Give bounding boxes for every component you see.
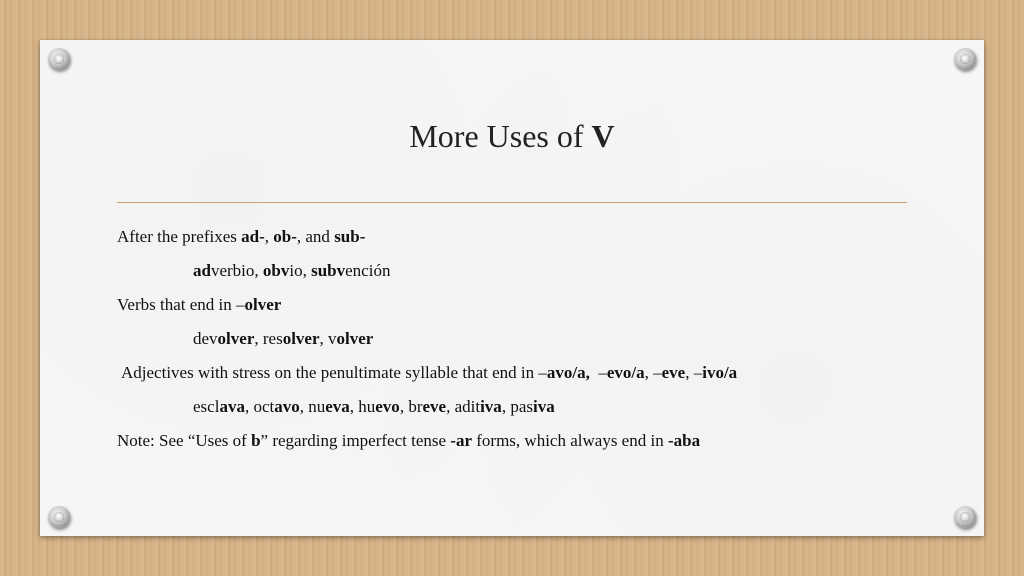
text-segment: verbio, [210, 261, 263, 280]
text-segment: , [264, 227, 274, 246]
text-segment: , hu [349, 397, 376, 416]
text-segment: Verbs that end in – [117, 295, 245, 314]
bold-segment: evo/a [606, 363, 645, 382]
bold-segment: olver [217, 329, 255, 348]
rule-line [117, 356, 917, 390]
pushpin-icon [954, 506, 976, 528]
text-segment: forms, which always end in [472, 431, 668, 450]
bold-segment: ad- [241, 227, 265, 246]
bold-segment: -aba [667, 431, 701, 450]
bold-segment: ivo/a [702, 363, 738, 382]
text-segment: ención [345, 261, 391, 280]
slide-title-text: More Uses of [409, 118, 592, 154]
bold-segment: sub- [334, 227, 366, 246]
text-segment: io, [289, 261, 312, 280]
text-segment: , adit [446, 397, 481, 416]
bold-segment: ob- [273, 227, 297, 246]
pushpin-icon [48, 48, 70, 70]
text-segment: dev [193, 329, 218, 348]
rule-line [117, 424, 917, 458]
bold-segment: olver [336, 329, 374, 348]
text-segment: , – [685, 363, 703, 382]
pushpin-icon [954, 48, 976, 70]
text-segment: After the prefixes [117, 227, 242, 246]
text-segment: – [589, 363, 607, 382]
text-segment: , res [254, 329, 283, 348]
bold-segment: b [251, 431, 261, 450]
bold-segment: avo [274, 397, 300, 416]
bold-segment: eve [661, 363, 686, 382]
bold-segment: eve [422, 397, 447, 416]
bold-segment: eva [325, 397, 350, 416]
bold-segment: olver [244, 295, 282, 314]
text-segment: Note: See “Uses of [117, 431, 252, 450]
text-segment: , br [399, 397, 423, 416]
bold-segment: subv [311, 261, 346, 280]
text-segment: escl [193, 397, 220, 416]
pushpin-icon [48, 506, 70, 528]
bold-segment: obv [262, 261, 290, 280]
text-segment: , pas [501, 397, 533, 416]
title-divider [117, 202, 907, 203]
text-segment: , oct [244, 397, 275, 416]
rule-line [117, 220, 917, 254]
bold-segment: ava [219, 397, 245, 416]
bold-segment: olver [282, 329, 320, 348]
bold-segment: evo [375, 397, 400, 416]
rule-line [117, 288, 917, 322]
slide-body [117, 220, 917, 458]
example-line [117, 254, 917, 288]
bold-segment: iva [480, 397, 502, 416]
bold-segment: iva [532, 397, 555, 416]
text-segment: ” regarding imperfect tense [260, 431, 451, 450]
slide-title [0, 118, 1024, 155]
bold-segment: -ar [450, 431, 473, 450]
text-segment: , v [319, 329, 337, 348]
text-segment: Adjectives with stress on the penultimate syllable that end in – [121, 363, 547, 382]
example-line [117, 390, 917, 424]
slide-title-bold: V [591, 118, 615, 154]
text-segment: , – [644, 363, 662, 382]
text-segment: , nu [299, 397, 326, 416]
example-line [117, 322, 917, 356]
text-segment: , and [296, 227, 335, 246]
bold-segment: ad [193, 261, 211, 280]
bold-segment: avo/a, [546, 363, 590, 382]
